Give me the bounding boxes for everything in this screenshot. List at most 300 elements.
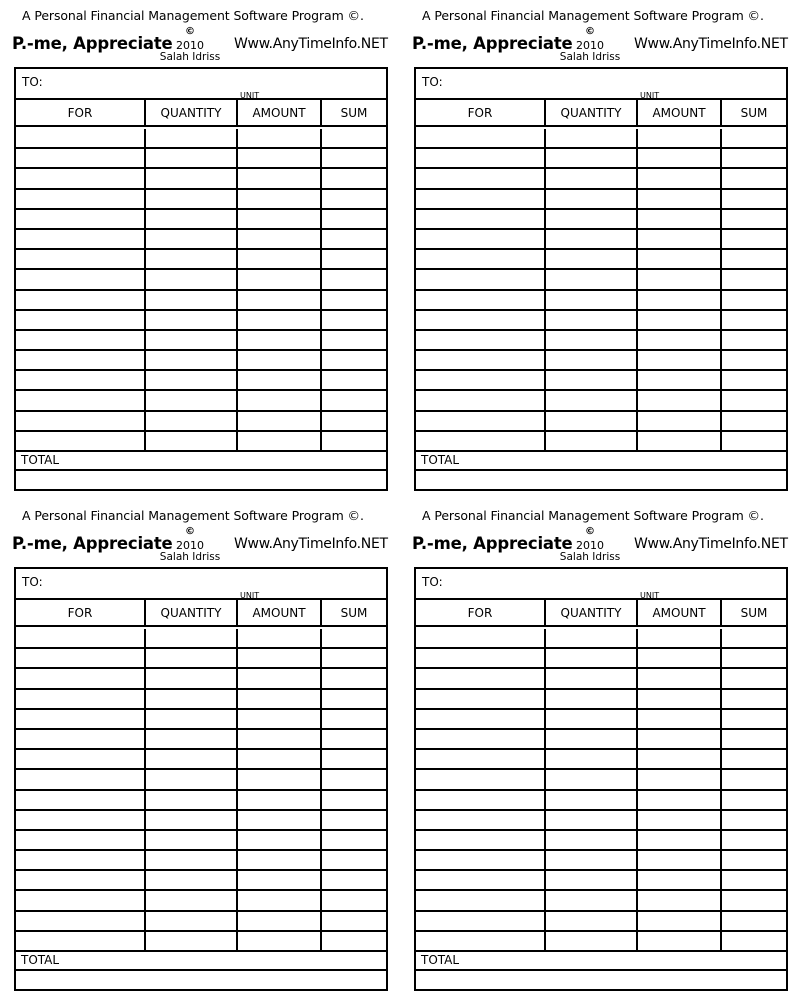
entry-grid (16, 629, 386, 952)
to-field[interactable] (416, 69, 786, 100)
unit-amount-cell[interactable] (638, 851, 722, 869)
quantity-cell[interactable] (146, 250, 238, 268)
quantity-cell[interactable] (546, 412, 638, 430)
for-cell[interactable] (416, 391, 546, 409)
for-cell[interactable] (416, 412, 546, 430)
sum-cell[interactable] (722, 791, 786, 809)
sum-cell[interactable] (322, 371, 386, 389)
sum-cell[interactable] (322, 270, 386, 288)
sum-cell[interactable] (322, 791, 386, 809)
quantity-cell[interactable] (546, 149, 638, 167)
unit-amount-cell[interactable] (638, 391, 722, 409)
unit-amount-cell[interactable] (238, 690, 322, 708)
unit-amount-cell[interactable] (238, 391, 322, 409)
receipt-form-2 (400, 0, 800, 500)
entry-row (16, 331, 386, 351)
sum-cell[interactable] (722, 210, 786, 228)
unit-amount-cell[interactable] (238, 250, 322, 268)
sum-cell[interactable] (722, 412, 786, 430)
quantity-cell[interactable] (146, 391, 238, 409)
quantity-cell[interactable] (146, 311, 238, 329)
unit-amount-cell[interactable] (238, 412, 322, 430)
quantity-cell[interactable] (546, 690, 638, 708)
sum-cell[interactable] (322, 412, 386, 430)
sum-cell[interactable] (722, 129, 786, 147)
for-cell[interactable] (16, 891, 146, 909)
quantity-cell[interactable] (146, 629, 238, 647)
sum-cell[interactable] (322, 230, 386, 248)
sum-cell[interactable] (722, 331, 786, 349)
for-cell[interactable] (16, 250, 146, 268)
unit-amount-cell[interactable] (238, 291, 322, 309)
quantity-cell[interactable] (146, 149, 238, 167)
for-cell[interactable] (416, 649, 546, 667)
quantity-cell[interactable] (546, 891, 638, 909)
for-cell[interactable] (16, 912, 146, 930)
sum-cell[interactable] (322, 649, 386, 667)
quantity-cell[interactable] (146, 230, 238, 248)
unit-amount-cell[interactable] (238, 129, 322, 147)
for-cell[interactable] (16, 412, 146, 430)
sum-cell[interactable] (322, 891, 386, 909)
for-cell[interactable] (16, 750, 146, 768)
quantity-cell[interactable] (546, 190, 638, 208)
for-cell[interactable] (16, 690, 146, 708)
for-cell[interactable] (16, 351, 146, 369)
for-cell[interactable] (16, 169, 146, 187)
unit-amount-cell[interactable] (638, 912, 722, 930)
for-cell[interactable] (416, 730, 546, 748)
for-cell[interactable] (16, 432, 146, 450)
sum-cell[interactable] (722, 351, 786, 369)
unit-amount-cell[interactable] (638, 371, 722, 389)
receipt-form-3 (0, 500, 400, 1000)
unit-amount-cell[interactable] (638, 351, 722, 369)
quantity-cell[interactable] (546, 710, 638, 728)
quantity-cell[interactable] (546, 270, 638, 288)
sum-cell[interactable] (322, 932, 386, 950)
sum-cell[interactable] (322, 912, 386, 930)
for-cell[interactable] (16, 730, 146, 748)
for-cell[interactable] (16, 629, 146, 647)
for-cell[interactable] (416, 710, 546, 728)
entry-row (416, 871, 786, 891)
unit-amount-cell[interactable] (238, 770, 322, 788)
quantity-cell[interactable] (546, 811, 638, 829)
sum-cell[interactable] (722, 871, 786, 889)
unit-amount-cell[interactable] (638, 730, 722, 748)
quantity-cell[interactable] (546, 291, 638, 309)
for-cell[interactable] (16, 871, 146, 889)
sum-cell[interactable] (722, 371, 786, 389)
quantity-cell[interactable] (146, 210, 238, 228)
sum-cell[interactable] (322, 750, 386, 768)
unit-amount-cell[interactable] (238, 871, 322, 889)
unit-amount-cell[interactable] (238, 730, 322, 748)
quantity-cell[interactable] (546, 169, 638, 187)
for-cell[interactable] (16, 770, 146, 788)
sum-cell[interactable] (322, 730, 386, 748)
quantity-cell[interactable] (546, 770, 638, 788)
for-cell[interactable] (416, 629, 546, 647)
sum-cell[interactable] (722, 710, 786, 728)
quantity-cell[interactable] (146, 791, 238, 809)
column-header-sum: SUM (722, 100, 786, 127)
sum-cell[interactable] (322, 871, 386, 889)
for-cell[interactable] (416, 210, 546, 228)
unit-amount-cell[interactable] (638, 331, 722, 349)
entry-row (16, 230, 386, 250)
quantity-cell[interactable] (546, 669, 638, 687)
for-cell[interactable] (416, 912, 546, 930)
unit-amount-cell[interactable] (638, 770, 722, 788)
copyright-icon: © (585, 526, 595, 537)
sum-cell[interactable] (722, 250, 786, 268)
entry-row (16, 710, 386, 730)
quantity-cell[interactable] (146, 129, 238, 147)
for-cell[interactable] (16, 831, 146, 849)
unit-amount-cell[interactable] (638, 811, 722, 829)
unit-amount-cell[interactable] (638, 649, 722, 667)
for-cell[interactable] (416, 311, 546, 329)
copyright-icon: © (185, 26, 195, 37)
entry-row (16, 871, 386, 891)
quantity-cell[interactable] (546, 932, 638, 950)
to-field[interactable] (16, 69, 386, 100)
unit-amount-cell[interactable] (638, 190, 722, 208)
unit-amount-cell[interactable] (238, 669, 322, 687)
unit-amount-cell[interactable] (238, 891, 322, 909)
for-cell[interactable] (416, 351, 546, 369)
entry-row (16, 649, 386, 669)
column-header-quantity: QUANTITY (546, 100, 638, 127)
unit-amount-cell[interactable] (238, 210, 322, 228)
unit-amount-cell[interactable] (238, 432, 322, 450)
for-cell[interactable] (16, 149, 146, 167)
website-link[interactable]: Www.AnyTimeInfo.NET (234, 36, 388, 52)
quantity-cell[interactable] (146, 432, 238, 450)
unit-amount-cell[interactable] (238, 149, 322, 167)
for-cell[interactable] (16, 371, 146, 389)
quantity-cell[interactable] (146, 351, 238, 369)
unit-amount-cell[interactable] (238, 230, 322, 248)
sum-cell[interactable] (322, 432, 386, 450)
quantity-cell[interactable] (546, 649, 638, 667)
for-cell[interactable] (416, 432, 546, 450)
for-cell[interactable] (16, 230, 146, 248)
for-cell[interactable] (16, 291, 146, 309)
sum-cell[interactable] (722, 149, 786, 167)
entry-row (416, 690, 786, 710)
unit-amount-cell[interactable] (238, 649, 322, 667)
quantity-cell[interactable] (146, 291, 238, 309)
for-cell[interactable] (416, 149, 546, 167)
sum-cell[interactable] (722, 770, 786, 788)
quantity-cell[interactable] (146, 932, 238, 950)
sum-cell[interactable] (722, 750, 786, 768)
for-cell[interactable] (416, 891, 546, 909)
for-cell[interactable] (16, 210, 146, 228)
column-header-for: FOR (16, 600, 146, 627)
quantity-cell[interactable] (146, 891, 238, 909)
column-header-unit-amount (638, 91, 722, 127)
unit-amount-cell[interactable] (638, 432, 722, 450)
unit-amount-cell[interactable] (238, 190, 322, 208)
for-cell[interactable] (416, 811, 546, 829)
unit-amount-cell[interactable] (238, 169, 322, 187)
entry-row (416, 129, 786, 149)
for-cell[interactable] (416, 291, 546, 309)
sum-cell[interactable] (322, 169, 386, 187)
sum-cell[interactable] (322, 250, 386, 268)
quantity-cell[interactable] (546, 432, 638, 450)
to-field[interactable] (416, 569, 786, 600)
sum-cell[interactable] (722, 270, 786, 288)
unit-amount-cell[interactable] (238, 710, 322, 728)
sum-cell[interactable] (722, 831, 786, 849)
for-cell[interactable] (416, 831, 546, 849)
unit-amount-cell[interactable] (238, 629, 322, 647)
quantity-cell[interactable] (146, 851, 238, 869)
quantity-cell[interactable] (546, 791, 638, 809)
unit-amount-cell[interactable] (238, 331, 322, 349)
unit-amount-cell[interactable] (638, 230, 722, 248)
column-header-unit-amount (238, 591, 322, 627)
tagline: A Personal Financial Management Software Program ©. (22, 8, 364, 23)
sum-cell[interactable] (722, 851, 786, 869)
sum-cell[interactable] (722, 811, 786, 829)
copyright-year: 2010 (176, 539, 204, 552)
quantity-cell[interactable] (546, 831, 638, 849)
unit-amount-cell[interactable] (638, 210, 722, 228)
unit-amount-cell[interactable] (638, 690, 722, 708)
unit-amount-cell[interactable] (638, 291, 722, 309)
for-cell[interactable] (416, 129, 546, 147)
unit-amount-cell[interactable] (638, 311, 722, 329)
for-cell[interactable] (16, 669, 146, 687)
sum-cell[interactable] (722, 391, 786, 409)
for-cell[interactable] (416, 871, 546, 889)
quantity-cell[interactable] (146, 831, 238, 849)
for-cell[interactable] (416, 851, 546, 869)
quantity-cell[interactable] (546, 871, 638, 889)
quantity-cell[interactable] (146, 649, 238, 667)
for-cell[interactable] (416, 690, 546, 708)
unit-label: UNIT (240, 591, 260, 600)
to-field[interactable] (16, 569, 386, 600)
for-cell[interactable] (416, 371, 546, 389)
quantity-cell[interactable] (146, 730, 238, 748)
quantity-cell[interactable] (546, 351, 638, 369)
total-row[interactable] (16, 951, 386, 971)
for-cell[interactable] (416, 270, 546, 288)
quantity-cell[interactable] (546, 250, 638, 268)
quantity-cell[interactable] (546, 629, 638, 647)
sum-cell[interactable] (322, 710, 386, 728)
copyright-year: 2010 (576, 539, 604, 552)
unit-amount-cell[interactable] (238, 270, 322, 288)
unit-amount-cell[interactable] (638, 149, 722, 167)
tagline: A Personal Financial Management Software Program ©. (422, 508, 764, 523)
for-cell[interactable] (16, 811, 146, 829)
for-cell[interactable] (16, 391, 146, 409)
unit-amount-cell[interactable] (638, 871, 722, 889)
for-cell[interactable] (16, 932, 146, 950)
quantity-cell[interactable] (546, 311, 638, 329)
sum-cell[interactable] (722, 169, 786, 187)
unit-amount-cell[interactable] (638, 250, 722, 268)
quantity-cell[interactable] (546, 730, 638, 748)
quantity-cell[interactable] (546, 129, 638, 147)
sum-cell[interactable] (722, 912, 786, 930)
sum-cell[interactable] (322, 210, 386, 228)
quantity-cell[interactable] (546, 912, 638, 930)
sum-cell[interactable] (322, 291, 386, 309)
unit-amount-cell[interactable] (238, 750, 322, 768)
quantity-cell[interactable] (146, 371, 238, 389)
total-row[interactable] (416, 451, 786, 471)
entry-row (16, 190, 386, 210)
unit-amount-cell[interactable] (638, 710, 722, 728)
sum-cell[interactable] (322, 690, 386, 708)
sum-cell[interactable] (322, 669, 386, 687)
for-cell[interactable] (16, 649, 146, 667)
sum-cell[interactable] (322, 311, 386, 329)
sum-cell[interactable] (322, 351, 386, 369)
quantity-cell[interactable] (546, 371, 638, 389)
quantity-cell[interactable] (146, 770, 238, 788)
for-cell[interactable] (416, 169, 546, 187)
unit-amount-cell[interactable] (238, 831, 322, 849)
unit-amount-cell[interactable] (238, 851, 322, 869)
unit-amount-cell[interactable] (238, 912, 322, 930)
sum-cell[interactable] (722, 291, 786, 309)
quantity-cell[interactable] (546, 750, 638, 768)
quantity-cell[interactable] (146, 750, 238, 768)
sum-cell[interactable] (722, 629, 786, 647)
sum-cell[interactable] (322, 851, 386, 869)
entry-grid (416, 129, 786, 452)
sum-cell[interactable] (722, 230, 786, 248)
quantity-cell[interactable] (546, 391, 638, 409)
for-cell[interactable] (416, 791, 546, 809)
sum-cell[interactable] (722, 932, 786, 950)
unit-amount-cell[interactable] (238, 811, 322, 829)
quantity-cell[interactable] (146, 871, 238, 889)
unit-amount-cell[interactable] (238, 311, 322, 329)
unit-amount-cell[interactable] (638, 169, 722, 187)
unit-amount-cell[interactable] (638, 270, 722, 288)
total-row[interactable] (416, 951, 786, 971)
for-cell[interactable] (16, 791, 146, 809)
total-row[interactable] (16, 451, 386, 471)
quantity-cell[interactable] (146, 912, 238, 930)
sum-cell[interactable] (722, 649, 786, 667)
quantity-cell[interactable] (146, 811, 238, 829)
sum-cell[interactable] (722, 190, 786, 208)
unit-amount-cell[interactable] (238, 351, 322, 369)
sum-cell[interactable] (322, 770, 386, 788)
amount-label: AMOUNT (652, 106, 706, 120)
entry-row (416, 811, 786, 831)
quantity-cell[interactable] (546, 331, 638, 349)
unit-amount-cell[interactable] (638, 891, 722, 909)
website-link[interactable]: Www.AnyTimeInfo.NET (234, 536, 388, 552)
sum-cell[interactable] (722, 669, 786, 687)
sum-cell[interactable] (722, 891, 786, 909)
sum-cell[interactable] (322, 629, 386, 647)
sum-cell[interactable] (322, 831, 386, 849)
unit-amount-cell[interactable] (638, 129, 722, 147)
for-cell[interactable] (416, 250, 546, 268)
unit-amount-cell[interactable] (638, 932, 722, 950)
for-cell[interactable] (16, 270, 146, 288)
for-cell[interactable] (16, 311, 146, 329)
quantity-cell[interactable] (146, 710, 238, 728)
for-cell[interactable] (16, 331, 146, 349)
for-cell[interactable] (416, 669, 546, 687)
sum-cell[interactable] (322, 190, 386, 208)
for-cell[interactable] (16, 710, 146, 728)
unit-amount-cell[interactable] (238, 791, 322, 809)
sum-cell[interactable] (322, 811, 386, 829)
for-cell[interactable] (416, 750, 546, 768)
unit-amount-cell[interactable] (238, 932, 322, 950)
sum-cell[interactable] (722, 432, 786, 450)
quantity-cell[interactable] (146, 412, 238, 430)
entry-row (416, 311, 786, 331)
entry-row (16, 129, 386, 149)
quantity-cell[interactable] (146, 690, 238, 708)
sum-cell[interactable] (722, 690, 786, 708)
sum-cell[interactable] (322, 391, 386, 409)
sum-cell[interactable] (322, 331, 386, 349)
website-link[interactable]: Www.AnyTimeInfo.NET (634, 536, 788, 552)
unit-amount-cell[interactable] (238, 371, 322, 389)
quantity-cell[interactable] (146, 190, 238, 208)
sum-cell[interactable] (322, 149, 386, 167)
unit-amount-cell[interactable] (638, 831, 722, 849)
for-cell[interactable] (416, 190, 546, 208)
for-cell[interactable] (16, 851, 146, 869)
quantity-cell[interactable] (146, 331, 238, 349)
quantity-cell[interactable] (546, 210, 638, 228)
unit-amount-cell[interactable] (638, 629, 722, 647)
for-cell[interactable] (16, 190, 146, 208)
unit-amount-cell[interactable] (638, 791, 722, 809)
for-cell[interactable] (416, 230, 546, 248)
quantity-cell[interactable] (546, 230, 638, 248)
unit-amount-cell[interactable] (638, 412, 722, 430)
unit-amount-cell[interactable] (638, 750, 722, 768)
sum-cell[interactable] (322, 129, 386, 147)
sum-cell[interactable] (722, 311, 786, 329)
entry-row (416, 210, 786, 230)
website-link[interactable]: Www.AnyTimeInfo.NET (634, 36, 788, 52)
for-cell[interactable] (416, 770, 546, 788)
for-cell[interactable] (416, 331, 546, 349)
sum-cell[interactable] (722, 730, 786, 748)
amount-label: AMOUNT (252, 606, 306, 620)
quantity-cell[interactable] (146, 169, 238, 187)
quantity-cell[interactable] (146, 669, 238, 687)
for-cell[interactable] (16, 129, 146, 147)
unit-amount-cell[interactable] (638, 669, 722, 687)
quantity-cell[interactable] (146, 270, 238, 288)
quantity-cell[interactable] (546, 851, 638, 869)
for-cell[interactable] (416, 932, 546, 950)
entry-row (16, 831, 386, 851)
